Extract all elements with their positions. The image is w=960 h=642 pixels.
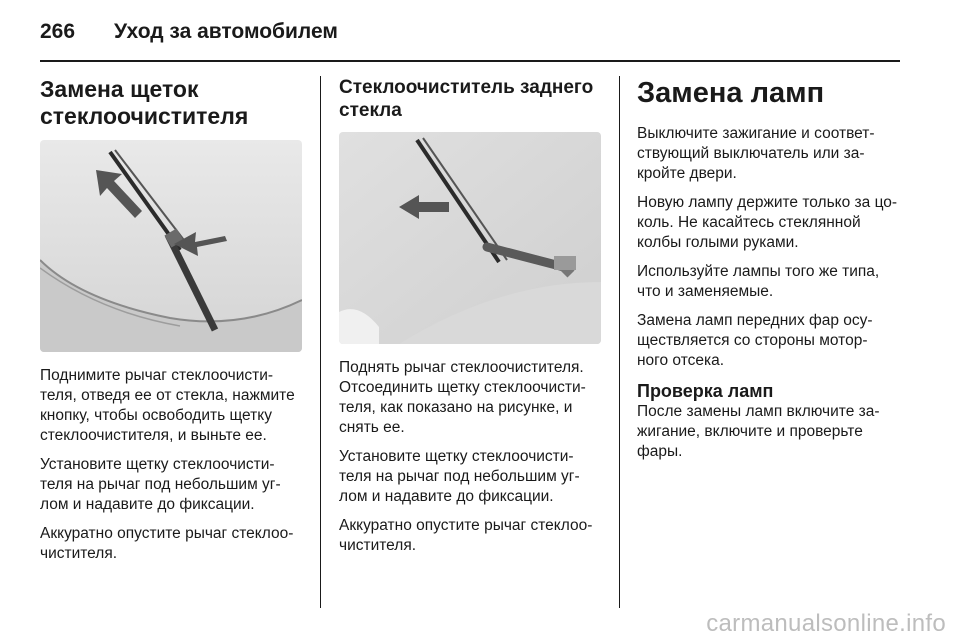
section-title: Стеклоочиститель заднего стекла (339, 77, 594, 121)
column-divider (619, 76, 620, 608)
watermark: carmanualsonline.info (706, 610, 946, 637)
paragraph: Замена ламп передних фар осу- ществляется со стороны мотор- ного отсека. (637, 312, 873, 369)
section-title: Замена ламп (637, 77, 825, 109)
front-wiper-illustration (40, 140, 302, 352)
column-divider (320, 76, 321, 608)
section-title: Замена щеток стеклоочистителя (40, 76, 249, 129)
paragraph: Установите щетку стеклоочисти- теля на рычаг под небольшим уг- лом и надавите до фиксации. (40, 456, 281, 513)
paragraph: После замены ламп включите за- жигание, включите и проверьте фары. (637, 403, 880, 460)
paragraph: Новую лампу держите только за цо- коль. Не касайтесь стеклянной колбы голыми руками. (637, 194, 898, 251)
rear-wiper-illustration (339, 132, 601, 344)
paragraph: Поднять рычаг стеклоочистителя. Отсоединить щетку стеклоочисти- теля, как показано на рисунке, и снять ее. (339, 359, 586, 436)
chapter-title: Уход за автомобилем (114, 20, 338, 43)
column-wiper-blade-replacement (40, 76, 305, 573)
paragraph: Поднимите рычаг стеклоочисти- теля, отведя ее от стекла, нажмите кнопку, чтобы освободить щетку стеклоочистителя, и выньте ее. (40, 367, 295, 444)
subsection-title: Проверка ламп (637, 381, 774, 401)
header-rule (40, 60, 900, 62)
page-header (40, 14, 900, 54)
paragraph: Выключите зажигание и соответ- ствующий выключатель или за- кройте двери. (637, 125, 875, 182)
paragraph: Установите щетку стеклоочисти- теля на рычаг под небольшим уг- лом и надавите до фиксации. (339, 448, 580, 505)
column-rear-wiper (339, 76, 604, 565)
paragraph: Аккуратно опустите рычаг стеклоо- чистителя. (339, 517, 593, 554)
column-lamp-replacement (637, 76, 905, 462)
paragraph: Используйте лампы того же типа, что и заменяемые. (637, 263, 880, 300)
page-number: 266 (40, 20, 76, 43)
paragraph: Аккуратно опустите рычаг стеклоо- чистителя. (40, 525, 294, 562)
